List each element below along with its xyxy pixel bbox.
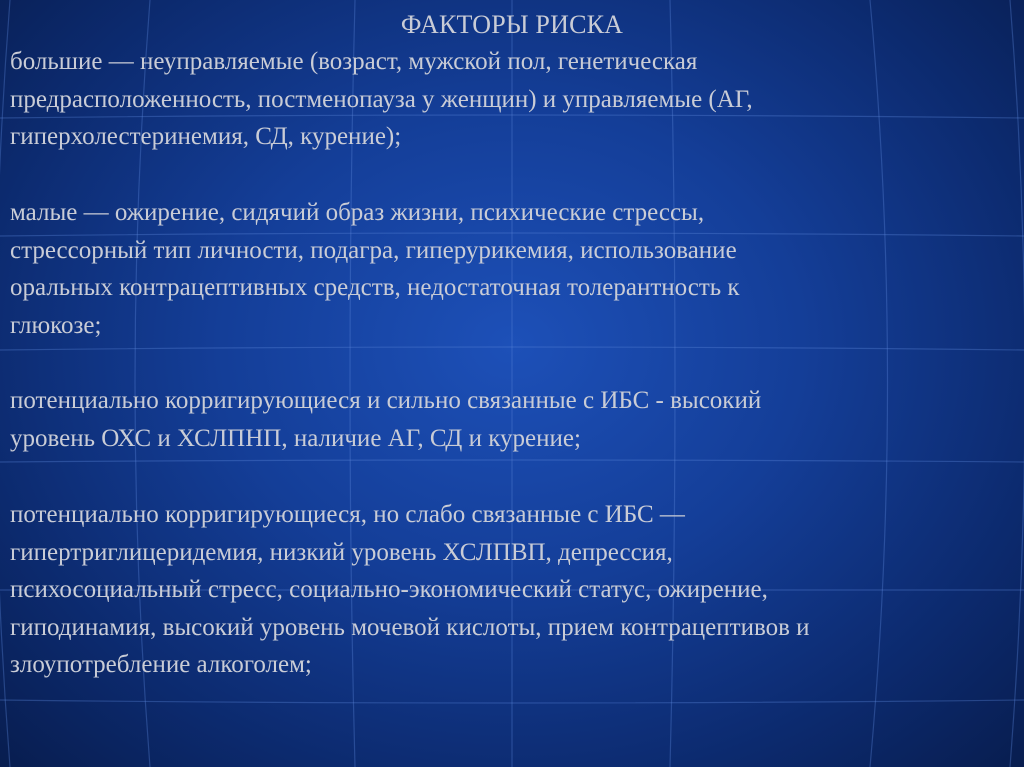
paragraph-minor-factors: [10, 194, 1020, 344]
text-line: большие — неуправляемые (возраст, мужской пол, генетическая: [10, 48, 698, 75]
paragraph-weakly-associated: [10, 496, 1020, 684]
text-line: предрасположенность, постменопауза у женщин) и управляемые (АГ,: [10, 85, 753, 113]
text-line: психосоциальный стресс, социально-экономический статус, ожирение,: [10, 576, 768, 603]
text-line: гипертриглицеридемия, низкий уровень ХСЛПВП, депрессия,: [10, 538, 673, 566]
text-line: малые — ожирение, сидячий образ жизни, психические стрессы,: [10, 199, 705, 226]
paragraph-strongly-associated: [10, 382, 1020, 457]
text-line: уровень ОХС и ХСЛПНП, наличие АГ, СД и курение;: [10, 424, 581, 452]
text-line: потенциально корригирующиеся, но слабо связанные с ИБС —: [10, 501, 685, 528]
slide-title: ФАКТОРЫ РИСКА: [400, 10, 624, 39]
text-line: оральных контрацептивных средств, недостаточная толерантность к: [10, 274, 740, 301]
paragraph-major-factors: [10, 43, 1020, 156]
text-line: стрессорный тип личности, подагра, гиперурикемия, использование: [10, 236, 737, 264]
text-line: потенциально корригирующиеся и сильно связанные с ИБС - высокий: [10, 387, 762, 414]
text-line: гиподинамия, высокий уровень мочевой кислоты, прием контрацептивов и: [10, 613, 810, 641]
text-line: гиперхолестеринемия, СД, курение);: [10, 123, 402, 150]
text-line: глюкозе;: [10, 311, 102, 339]
text-line: злоупотребление алкоголем;: [10, 651, 312, 678]
